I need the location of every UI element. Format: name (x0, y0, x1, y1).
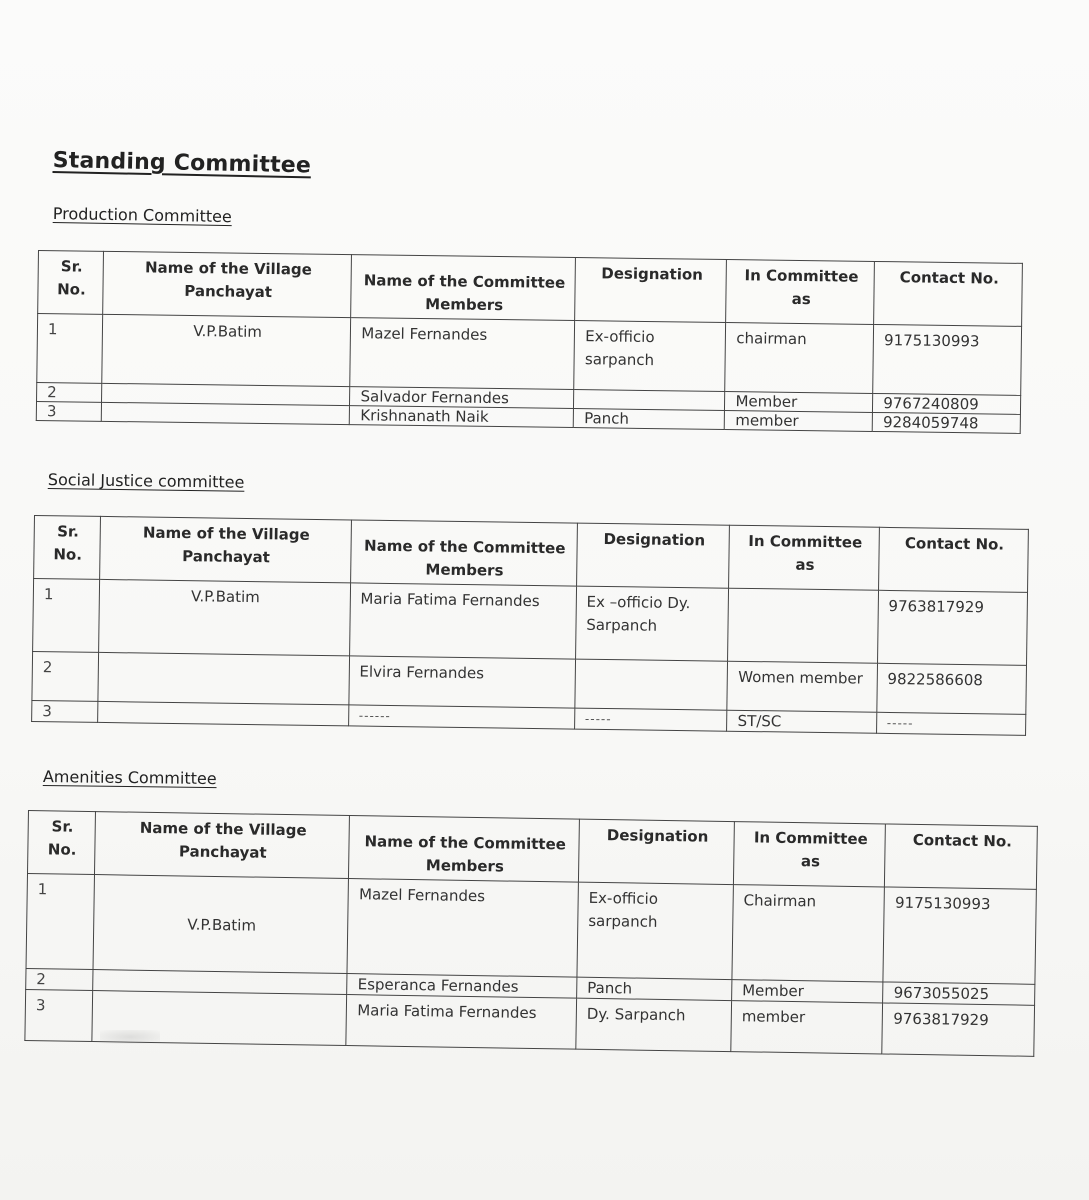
header-village-panchayat: Name of the Village Panchayat (103, 251, 352, 317)
header-sr-no: Sr. No. (28, 811, 96, 875)
paper-smudge (100, 1030, 160, 1044)
village-panchayat-cell: V.P.Batim (102, 314, 351, 386)
table-row (26, 874, 1036, 985)
designation-cell: Dy. Sarpanch (576, 998, 732, 1051)
designation-cell: Panch (577, 977, 732, 1000)
header-sr-no: Sr. No. (38, 251, 104, 315)
member-cell: ------ (348, 705, 574, 729)
sr-no-cell: 2 (37, 382, 102, 402)
header-contact-no: Contact No. (878, 527, 1028, 592)
designation-cell (574, 390, 725, 411)
header-in-committee-as: In Committee as (733, 822, 885, 887)
designation-cell: Ex-officio sarpanch (574, 321, 726, 392)
role-cell: Member (725, 392, 873, 413)
contact-cell: 9175130993 (883, 887, 1036, 984)
contact-cell: 9763817929 (882, 1003, 1034, 1056)
header-members: Name of the Committee Members (351, 255, 576, 321)
role-cell: chairman (725, 323, 874, 394)
header-designation: Designation (578, 819, 734, 884)
role-cell: Chairman (732, 885, 885, 982)
header-contact-no: Contact No. (885, 824, 1038, 889)
header-village-panchayat: Name of the Village Panchayat (99, 516, 351, 582)
village-panchayat-cell (97, 701, 348, 726)
sr-no-cell: 2 (26, 968, 93, 990)
contact-cell: 9284059748 (872, 412, 1020, 433)
sr-no-cell: 3 (36, 401, 101, 421)
village-panchayat-cell (97, 652, 349, 705)
header-in-committee-as: In Committee as (729, 525, 879, 590)
member-cell: Mazel Fernandes (347, 879, 578, 978)
designation-cell: Panch (574, 409, 725, 430)
village-panchayat-cell: V.P.Batim (98, 579, 350, 655)
social-justice-committee-title: Social Justice committee (47, 470, 245, 492)
contact-cell: 9767240809 (873, 393, 1021, 414)
designation-cell: Ex –officio Dy. Sarpanch (575, 586, 729, 661)
role-cell: Women member (727, 661, 877, 712)
role-cell: ST/SC (727, 710, 877, 733)
amenities-committee-title: Amenities Committee (42, 767, 217, 789)
header-designation: Designation (576, 523, 730, 588)
header-designation: Designation (575, 258, 727, 323)
designation-cell: ----- (574, 708, 727, 731)
sr-no-cell: 1 (37, 314, 103, 384)
header-members: Name of the Committee Members (349, 816, 580, 883)
member-cell: Esperanca Fernandes (347, 974, 577, 999)
header-in-committee-as: In Committee as (726, 260, 875, 325)
member-cell: Maria Fatima Fernandes (349, 583, 576, 659)
header-members: Name of the Committee Members (350, 520, 577, 586)
contact-cell: 9763817929 (877, 590, 1027, 665)
role-cell: member (731, 1001, 883, 1054)
designation-cell (575, 659, 728, 710)
table-row (37, 314, 1022, 396)
sr-no-cell: 3 (32, 700, 98, 722)
production-committee-title: Production Committee (52, 204, 233, 227)
sr-no-cell: 2 (32, 651, 98, 701)
social-justice-committee-table (31, 515, 1029, 736)
amenities-committee-table (24, 810, 1038, 1057)
designation-cell: Ex-officio sarpanch (577, 882, 733, 979)
member-cell: Maria Fatima Fernandes (346, 995, 576, 1050)
member-cell: Salvador Fernandes (350, 387, 574, 409)
sr-no-cell: 1 (26, 874, 94, 970)
header-contact-no: Contact No. (874, 261, 1023, 326)
role-cell: member (725, 411, 873, 432)
contact-cell: 9822586608 (877, 663, 1027, 714)
role-cell: Member (732, 980, 884, 1003)
role-cell (728, 588, 878, 663)
contact-cell: 9175130993 (873, 324, 1022, 395)
member-cell: Mazel Fernandes (350, 318, 575, 390)
sr-no-cell: 3 (25, 989, 92, 1041)
header-village-panchayat: Name of the Village Panchayat (94, 812, 350, 879)
contact-cell: ----- (876, 712, 1026, 735)
village-panchayat-cell: V.P.Batim (93, 875, 349, 974)
production-committee-table (36, 250, 1023, 434)
header-sr-no: Sr. No. (34, 516, 100, 580)
village-panchayat-cell (101, 402, 350, 424)
sr-no-cell: 1 (33, 579, 100, 653)
table-row (33, 579, 1028, 666)
contact-cell: 9673055025 (883, 982, 1035, 1005)
member-cell: Elvira Fernandes (348, 656, 575, 708)
member-cell: Krishnanath Naik (350, 406, 574, 428)
page-title: Standing Committee (52, 148, 312, 179)
